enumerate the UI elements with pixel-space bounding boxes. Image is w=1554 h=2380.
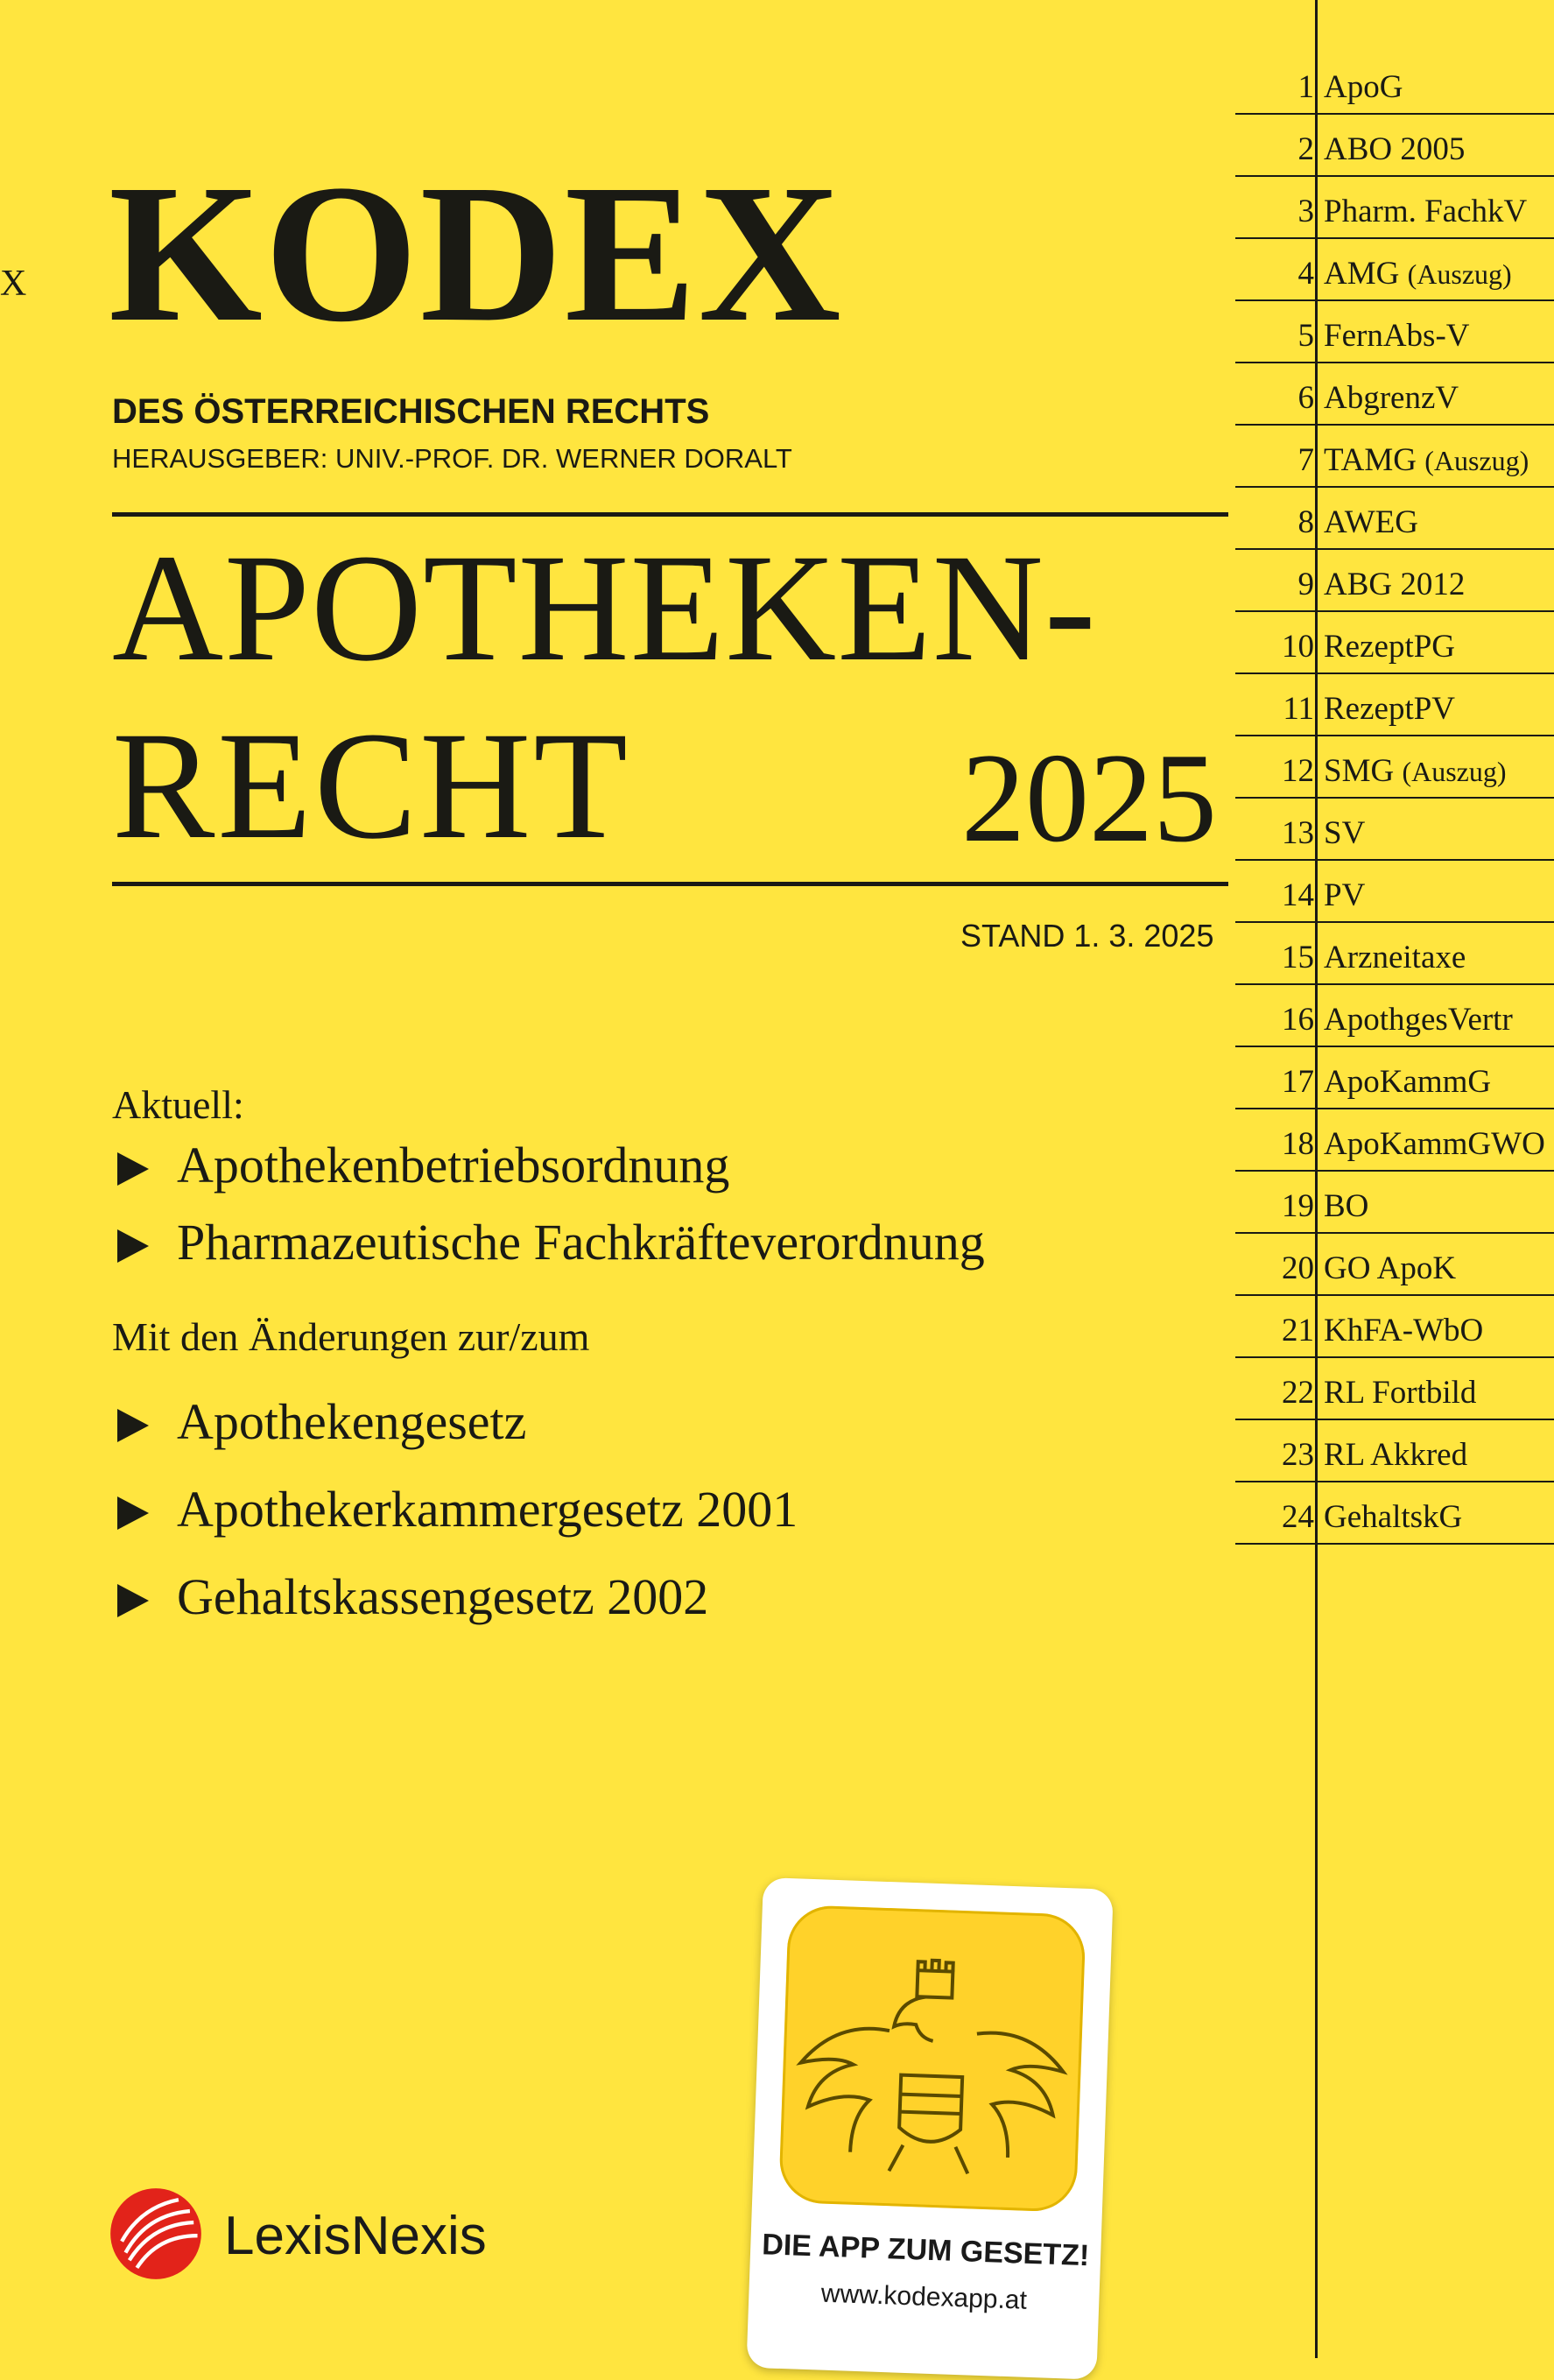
tab-entry bbox=[1235, 1482, 1554, 1545]
tab-number: 18 bbox=[1282, 1126, 1314, 1162]
tab-label bbox=[1324, 68, 1403, 106]
tab-label-text: KhFA-WbO bbox=[1324, 1313, 1484, 1348]
aktuell-list bbox=[112, 1137, 985, 1294]
tab-number: 21 bbox=[1282, 1313, 1314, 1348]
tab-number: 14 bbox=[1282, 877, 1314, 913]
tab-number: 7 bbox=[1297, 442, 1314, 478]
changes-item-text: Apothekengesetz bbox=[177, 1393, 527, 1450]
tab-label-text: AbgrenzV bbox=[1324, 380, 1459, 416]
tab-label-text: Pharm. FachkV bbox=[1324, 194, 1528, 229]
tab-entry bbox=[1235, 861, 1554, 923]
tab-label bbox=[1324, 503, 1418, 541]
tab-register bbox=[1235, 53, 1554, 1545]
tab-number: 6 bbox=[1297, 380, 1314, 416]
tab-label bbox=[1324, 752, 1507, 790]
tab-entry bbox=[1235, 53, 1554, 115]
tab-label bbox=[1324, 1187, 1368, 1225]
tab-entry bbox=[1235, 1234, 1554, 1296]
tab-label-text: AMG bbox=[1324, 256, 1400, 292]
divider-bottom bbox=[112, 882, 1228, 886]
tab-entry bbox=[1235, 736, 1554, 799]
aktuell-item bbox=[112, 1214, 985, 1271]
tab-number: 13 bbox=[1282, 815, 1314, 851]
aktuell-item-text: Pharmazeutische Fachkräfteverordnung bbox=[177, 1214, 985, 1271]
tab-number: 2 bbox=[1297, 131, 1314, 167]
tab-label-text: ApoKammGWO bbox=[1324, 1126, 1545, 1162]
edge-mark: X bbox=[0, 264, 27, 304]
bullet-triangle-icon bbox=[117, 1409, 149, 1442]
tab-label bbox=[1324, 255, 1512, 292]
tab-entry bbox=[1235, 1420, 1554, 1482]
changes-label: Mit den Änderungen zur/zum bbox=[112, 1314, 590, 1359]
publisher-name: LexisNexis bbox=[224, 2206, 487, 2266]
tab-label bbox=[1324, 690, 1455, 728]
tab-entry bbox=[1235, 799, 1554, 861]
tab-entry bbox=[1235, 1358, 1554, 1420]
tab-label-text: GehaltskG bbox=[1324, 1499, 1463, 1535]
tab-entry bbox=[1235, 115, 1554, 177]
tab-entry bbox=[1235, 1296, 1554, 1358]
tab-label bbox=[1324, 1436, 1467, 1474]
tab-label bbox=[1324, 130, 1465, 168]
tab-label-text: ABG 2012 bbox=[1324, 567, 1466, 602]
tab-label-note: (Auszug) bbox=[1407, 258, 1512, 290]
tab-label bbox=[1324, 566, 1465, 603]
changes-item bbox=[112, 1393, 798, 1450]
tab-label bbox=[1324, 939, 1466, 976]
tab-label bbox=[1324, 1063, 1491, 1101]
tab-label-text: ApothgesVertr bbox=[1324, 1002, 1513, 1038]
tab-number: 11 bbox=[1283, 691, 1314, 727]
publisher-logo bbox=[109, 2186, 487, 2285]
tab-label bbox=[1324, 1312, 1483, 1349]
tab-number: 9 bbox=[1297, 567, 1314, 602]
book-title-line2: RECHT bbox=[112, 701, 630, 871]
edition-year: 2025 bbox=[961, 727, 1217, 869]
tab-label bbox=[1324, 814, 1365, 852]
tab-entry bbox=[1235, 674, 1554, 736]
tab-number: 4 bbox=[1297, 256, 1314, 292]
changes-item-text: Apothekerkammergesetz 2001 bbox=[177, 1481, 798, 1538]
app-slogan: DIE APP ZUM GESETZ! bbox=[761, 2228, 1090, 2273]
tab-label bbox=[1324, 1125, 1545, 1163]
tab-label-text: PV bbox=[1324, 877, 1366, 913]
tab-entry bbox=[1235, 612, 1554, 674]
tab-label bbox=[1324, 628, 1455, 665]
tab-number: 20 bbox=[1282, 1250, 1314, 1286]
app-url: www.kodexapp.at bbox=[820, 2278, 1028, 2315]
tab-entry bbox=[1235, 1109, 1554, 1172]
aktuell-item bbox=[112, 1137, 985, 1194]
tab-number: 24 bbox=[1282, 1499, 1314, 1535]
changes-list bbox=[112, 1393, 798, 1659]
tab-entry bbox=[1235, 985, 1554, 1047]
tab-label-text: SV bbox=[1324, 815, 1366, 851]
tab-number: 8 bbox=[1297, 504, 1314, 540]
tab-label bbox=[1324, 1250, 1456, 1287]
tab-number: 17 bbox=[1282, 1064, 1314, 1100]
tab-entry bbox=[1235, 239, 1554, 301]
tab-label-text: TAMG bbox=[1324, 442, 1417, 478]
tab-label-text: RezeptPG bbox=[1324, 629, 1456, 665]
tab-number: 5 bbox=[1297, 318, 1314, 354]
bullet-triangle-icon bbox=[117, 1496, 149, 1530]
tab-label bbox=[1324, 1498, 1462, 1536]
changes-item bbox=[112, 1481, 798, 1538]
series-subtitle: DES ÖSTERREICHISCHEN RECHTS bbox=[112, 392, 710, 431]
tab-label-text: SMG bbox=[1324, 753, 1395, 789]
changes-item-text: Gehaltskassengesetz 2002 bbox=[177, 1568, 709, 1625]
tab-entry bbox=[1235, 301, 1554, 363]
tab-label bbox=[1324, 877, 1365, 914]
changes-item bbox=[112, 1568, 798, 1625]
tab-label-text: Arzneitaxe bbox=[1324, 940, 1466, 975]
tab-entry bbox=[1235, 923, 1554, 985]
editor-line: HERAUSGEBER: UNIV.-PROF. DR. WERNER DORALT bbox=[112, 443, 792, 474]
book-title-line1: APOTHEKEN- bbox=[112, 523, 1097, 694]
tab-label-text: BO bbox=[1324, 1188, 1369, 1224]
tab-label-text: ApoKammG bbox=[1324, 1064, 1492, 1100]
bullet-triangle-icon bbox=[117, 1229, 149, 1263]
tab-label bbox=[1324, 1001, 1513, 1039]
brand-title: KODEX bbox=[109, 144, 843, 363]
tab-label-text: GO ApoK bbox=[1324, 1250, 1457, 1286]
tab-entry bbox=[1235, 488, 1554, 550]
tab-number: 1 bbox=[1297, 69, 1314, 105]
tab-label bbox=[1324, 193, 1527, 230]
tab-label-text: RL Akkred bbox=[1324, 1437, 1468, 1473]
tab-label-text: FernAbs-V bbox=[1324, 318, 1470, 354]
tab-entry bbox=[1235, 1047, 1554, 1109]
tab-label-text: RL Fortbild bbox=[1324, 1375, 1477, 1411]
tab-label-text: ApoG bbox=[1324, 69, 1403, 105]
tab-number: 16 bbox=[1282, 1002, 1314, 1038]
tab-label-note: (Auszug) bbox=[1402, 756, 1507, 787]
lexisnexis-sphere-icon bbox=[109, 2186, 203, 2285]
stand-date: STAND 1. 3. 2025 bbox=[960, 918, 1214, 954]
tab-entry bbox=[1235, 426, 1554, 488]
tab-label-note: (Auszug) bbox=[1424, 445, 1529, 476]
aktuell-label: Aktuell: bbox=[112, 1082, 244, 1127]
eagle-emblem-icon bbox=[778, 1905, 1086, 2213]
divider-top bbox=[112, 512, 1228, 517]
tab-number: 10 bbox=[1282, 629, 1314, 665]
aktuell-item-text: Apothekenbetriebsordnung bbox=[177, 1137, 730, 1194]
tab-number: 3 bbox=[1297, 194, 1314, 229]
tab-number: 12 bbox=[1282, 753, 1314, 789]
tab-label-text: RezeptPV bbox=[1324, 691, 1456, 727]
tab-label-text: ABO 2005 bbox=[1324, 131, 1466, 167]
tab-label bbox=[1324, 441, 1529, 479]
tab-entry bbox=[1235, 1172, 1554, 1234]
tab-label-text: AWEG bbox=[1324, 504, 1419, 540]
app-promo-card bbox=[746, 1877, 1113, 2380]
tab-entry bbox=[1235, 363, 1554, 426]
tab-number: 23 bbox=[1282, 1437, 1314, 1473]
tab-number: 19 bbox=[1282, 1188, 1314, 1224]
tab-number: 15 bbox=[1282, 940, 1314, 975]
tab-entry bbox=[1235, 177, 1554, 239]
tab-label bbox=[1324, 379, 1459, 417]
tab-label bbox=[1324, 317, 1469, 355]
tab-number: 22 bbox=[1282, 1375, 1314, 1411]
tab-label bbox=[1324, 1374, 1476, 1412]
bullet-triangle-icon bbox=[117, 1584, 149, 1617]
bullet-triangle-icon bbox=[117, 1152, 149, 1186]
tab-entry bbox=[1235, 550, 1554, 612]
